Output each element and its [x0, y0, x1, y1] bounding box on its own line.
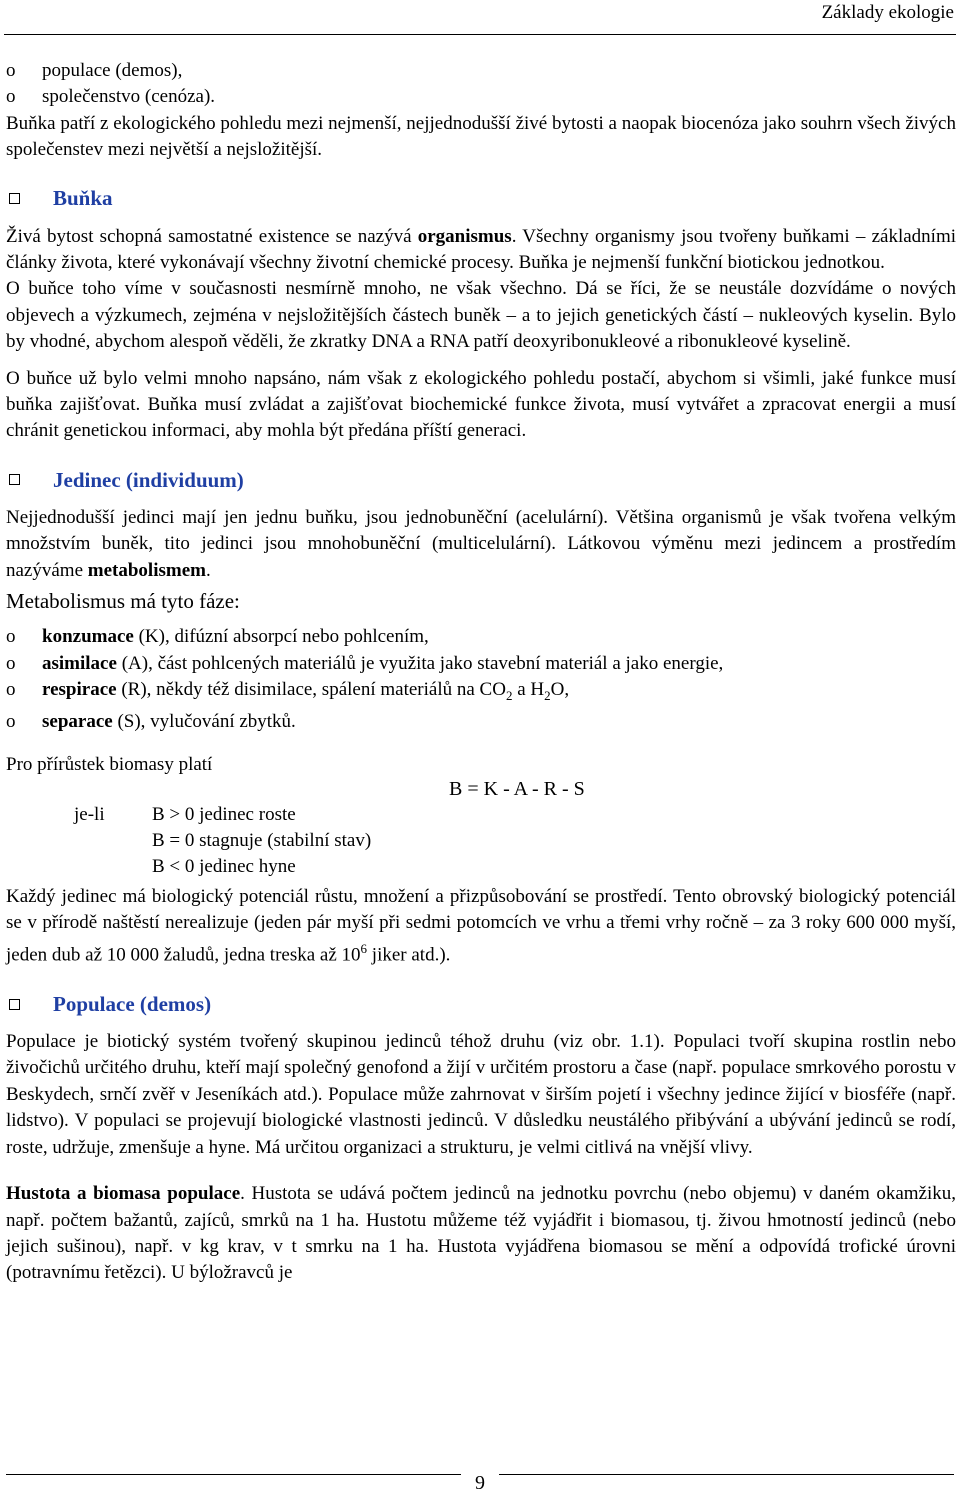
- potential-paragraph: Každý jedinec má biologický potenciál růstu, množení a přizpůsobování se prostředí. Tento obrovský biologický potenciál se v přírodě naštěstí nerealizuje (jeden pár myší při sedmi potomcích ve vrhu a třemi vrhy ročně – za 3 roky 600 000 myší, jeden dub až 10 000 žaludů, jedna treska až $10^6$ jiker atd.).: [6, 885, 956, 966]
- biomass-formula: B = K - A - R - S: [449, 777, 585, 800]
- list-item: o respirace (R), někdy též disimilace, spálení materiálů na $CO_2$ a $H_2O$,: [6, 677, 956, 709]
- list-item: o společenstvo (cenóza).: [6, 84, 956, 110]
- populace-paragraph-2: Hustota a biomasa populace. Hustota se udává počtem jedinců na jednotku povrchu (nebo objemu) v daném okamžiku, např. počtem bažantů, zajíců, smrků na 1 ha. Hustotu můžeme též vyjádřit i biomasou, tj. živou hmotností jedinců (nebo jejich sušinou), např. v kg krav, v t smrku na 1 ha. Hustota vyjádřena biomasou se mění a odpovídá trofické úrovni (potravnímu řetězci). U býložravců je: [6, 1183, 957, 1284]
- list-item: o asimilace (A), část pohlcených materiálů je využita jako stavební materiál a jako energie,: [6, 651, 956, 677]
- bunka-paragraph-3: O buňce už bylo velmi mnoho napsáno, nám však z ekologického pohledu postačí, abychom si všimli, jaké funkce musí buňka zajišťovat. Buňka musí zvládat a zajišťovat biochemické funkce života, musí vytvářet a zpracovat energii a musí chránit genetickou informaci, aby mohla být předána příští generaci.: [6, 367, 956, 442]
- condition-item: B = 0 stagnuje (stabilní stav): [152, 829, 372, 851]
- condition-key: je-li: [74, 803, 105, 825]
- populace-paragraph-1: Populace je biotický systém tvořený skupinou jedinců téhož druhu (viz obr. 1.1). Populaci tvoří skupina rostlin nebo živočichů určitého druhu, kteří mají společný genofond a žijí v určitém prostoru a čase (např. populace smrkového porostu v Beskydech, srnčí zvěř v Jeseníkách atd.). Populace může zahrnovat v širším pojetí i všechny jedince žijící v biosféře (např. lidstvo). V populaci se projevují biologické vlastnosti jedinců. V důsledku neustálého přibývání a ubývání jedinců se rodí, roste, udržuje, zmenšuje a hyne. Má určitou organizaci a strukturu, je velmi citlivá na vnější vlivy.: [6, 1031, 956, 1158]
- condition-list: [152, 802, 371, 881]
- bunka-paragraph-1: Živá bytost schopná samostatné existence se nazývá organismus. Všechny organismy jsou tvořeny buňkami – základními články života, které vykonávají všechny životní chemické procesy. Buňka je nejmenší funkční biotickou jednotkou.: [6, 225, 957, 274]
- biomass-label: Pro přírůstek biomasy platí: [6, 753, 213, 775]
- condition-item: B > 0 jedinec roste: [152, 803, 296, 825]
- running-header: Základy ekologie: [821, 2, 954, 23]
- page-content: [6, 58, 956, 1287]
- section-heading-populace: Populace (demos): [6, 989, 956, 1019]
- checkbox-bullet-icon: [9, 999, 20, 1010]
- section-heading-bunka: Buňka: [6, 184, 956, 214]
- section-heading-jedinec: Jedinec (individuum): [6, 465, 956, 495]
- top-list: [6, 58, 956, 111]
- list-item: o populace (demos),: [6, 58, 956, 84]
- intro-paragraph: Buňka patří z ekologického pohledu mezi nejmenší, nejjednodušší živé bytosti a naopak biocenóza jako souhrn všech živých společenstev mezi největší a nejsložitější.: [6, 112, 956, 161]
- page-number: 9: [0, 1474, 960, 1497]
- checkbox-bullet-icon: [9, 193, 20, 204]
- list-item: o konzumace (K), difúzní absorpcí nebo pohlcením,: [6, 624, 956, 650]
- biomass-formula-block: [6, 752, 956, 884]
- checkbox-bullet-icon: [9, 474, 20, 485]
- list-item: o separace (S), vylučování zbytků.: [6, 709, 956, 735]
- jedinec-paragraph: Nejjednodušší jedinci mají jen jednu buňku, jsou jednobuněční (acelulární). Většina organismů je však tvořena velkým množstvím buněk, tito jedinci jsou mnohobuněční (multicelulární). Látkovou výměnu mezi jedincem a prostředím nazýváme metabolismem.: [6, 506, 956, 581]
- metabolism-heading: Metabolismus má tyto fáze:: [6, 588, 240, 613]
- header-rule: [4, 34, 956, 35]
- condition-item: B < 0 jedinec hyne: [152, 856, 296, 878]
- bunka-paragraph-2: O buňce toho víme v současnosti nesmírně mnoho, ne však všechno. Dá se říci, že se neustále dozvídáme o nových objevech a výzkumech, zejména v nejsložitějších částech buněk – a to jejich genetických částí – nukleových kyselin. Bylo by vhodné, abychom alespoň věděli, že zkratky DNA a RNA patří deoxyribonukleové a ribonukleové kyselině.: [6, 278, 956, 353]
- metabolism-phases-list: [6, 624, 956, 735]
